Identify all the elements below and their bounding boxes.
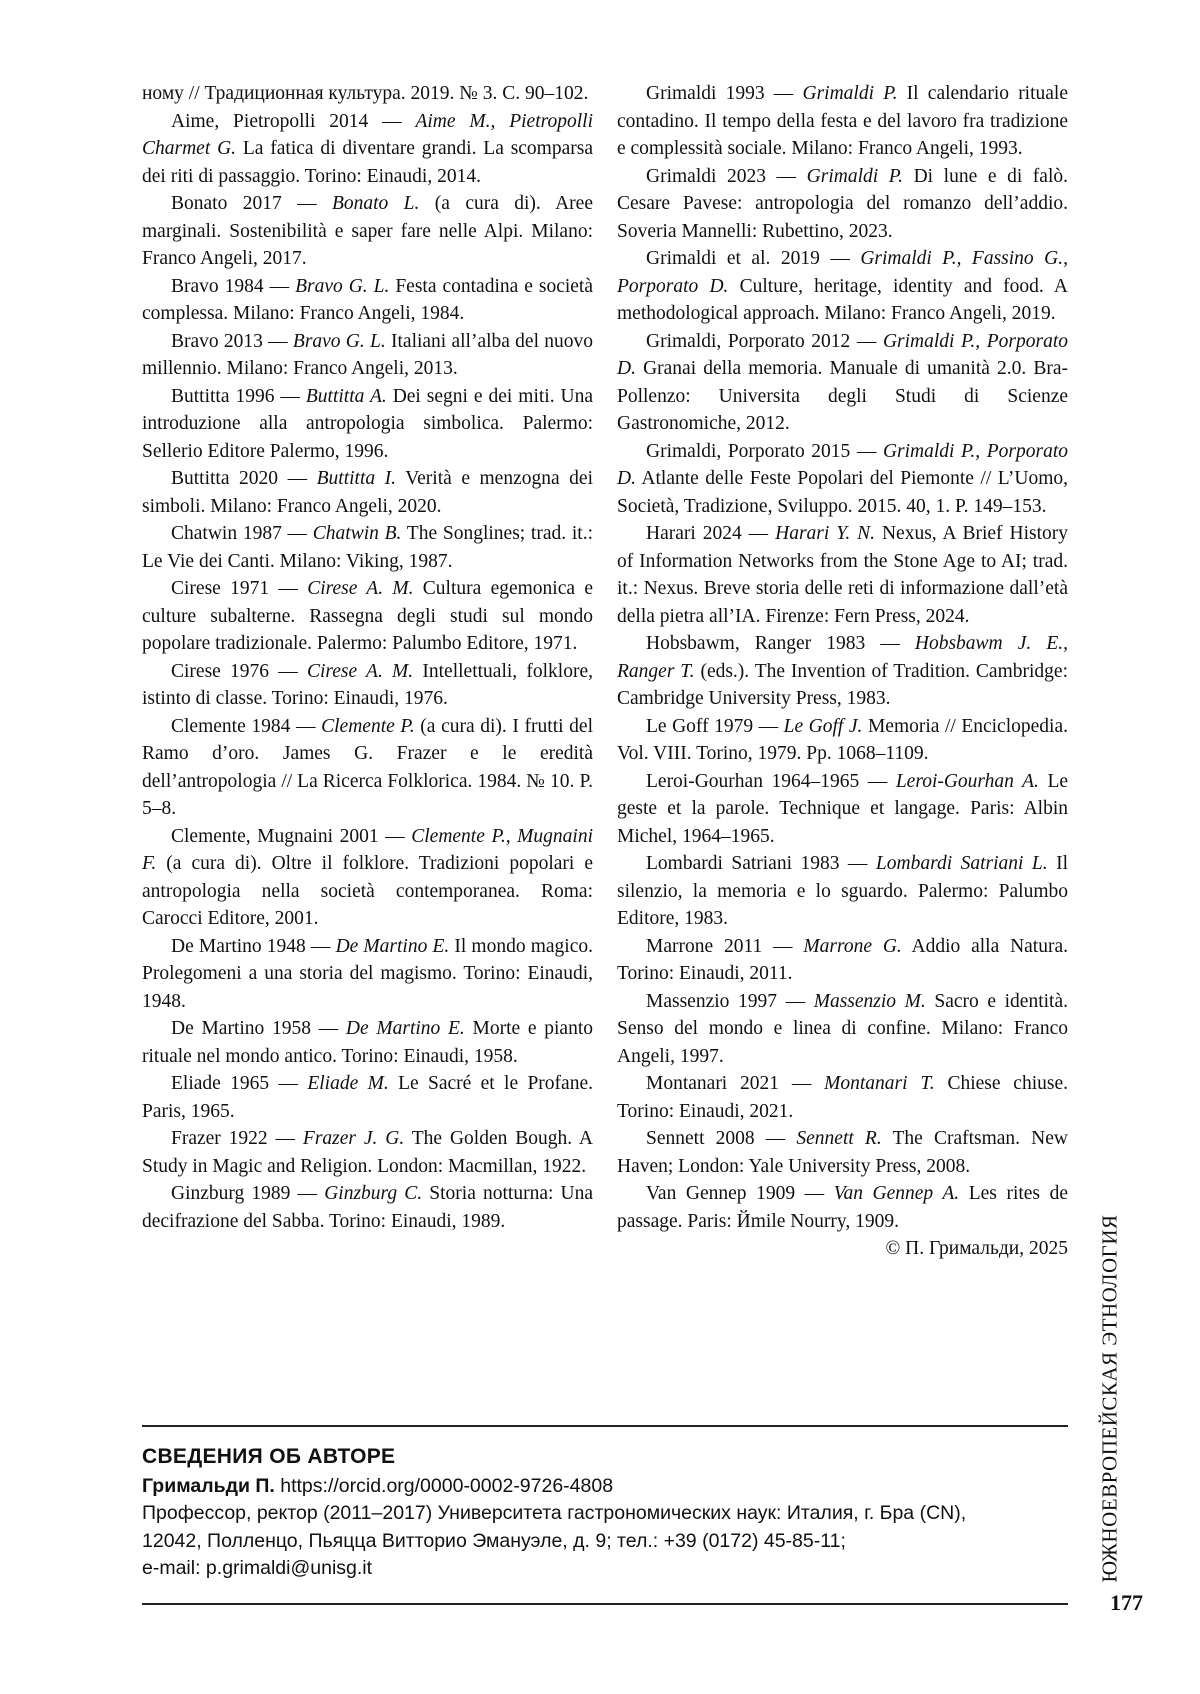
reference-details: Il silenzio, la memoria e lo sguardo. Palermo: Palumbo Editore, 1983. [617,853,1068,929]
reference-key: Marrone 2011 — [646,935,804,957]
reference-details: Intellettuali, folklore, istinto di classe. Torino: Einaudi, 1976. [142,660,593,709]
reference-details: The Craftsman. New Haven; London: Yale University Press, 2008. [617,1128,1069,1177]
author-position: Профессор, ректор (2011–2017) Университета гастрономических наук: Италия, г. Бра (CN), [142,1502,967,1524]
reference-key: Le Goff 1979 — [646,715,784,737]
reference-entry [617,713,1068,768]
reference-key: Hobsbawm, Ranger 1983 — [646,633,915,654]
reference-details: Nexus, A Brief History of Information Networks from the Stone Age to AI; trad. it.: Nexus. Breve storia delle reti di informazione dall’età della pietra all’IA. Firenze: Fern Press, 2024. [617,523,1068,627]
reference-entry [142,108,593,191]
reference-details: Les rites de passage. Paris: Йmile Nourry, 1909. [617,1183,1068,1232]
reference-key: Bravo 2013 — [171,330,293,352]
reference-key: Harari 2024 — [646,523,776,544]
reference-entry [142,190,593,273]
reference-details: Chiese chiuse. Torino: Einaudi, 2021. [617,1073,1069,1122]
reference-details: Il calendario rituale contadino. Il tempo della festa e del lavoro fra tradizione e complessità sociale. Milano: Franco Angeli, 1993. [617,83,1068,159]
reference-entry [617,80,1068,163]
page-number: 177 [1110,1590,1143,1615]
reference-key: Frazer 1922 — [171,1128,303,1149]
reference-key: Leroi-Gourhan 1964–1965 — [646,770,896,792]
reference-entry [617,163,1068,246]
reference-key: Bravo 1984 — [171,275,296,297]
reference-key: Sennett 2008 — [646,1128,797,1149]
reference-authors: Bravo G. L. [292,330,386,352]
reference-key: De Martino 1948 — [171,935,336,957]
reference-entry [617,520,1068,630]
reference-authors: Grimaldi P. [802,83,898,104]
reference-entry [142,575,593,658]
reference-details: Verità e menzogna dei simboli. Milano: Franco Angeli, 2020. [142,468,593,517]
reference-authors: Le Goff J. [783,715,863,737]
reference-details: ному // Традиционная культура. 2019. № 3. С. 90–102. [142,83,589,104]
author-name-line [142,1473,1068,1501]
reference-authors: Sennett R. [796,1128,882,1149]
reference-entry [617,1125,1068,1180]
reference-authors: Massenzio M. [813,990,926,1012]
reference-key: Bonato 2017 — [171,193,332,214]
references-left-column [142,80,593,1263]
reference-entry [142,465,593,520]
reference-entry [142,713,593,823]
reference-entry [617,245,1068,328]
reference-details: Cultura egemonica e culture subalterne. Rassegna degli studi sul mondo popolare tradizionale. Palermo: Palumbo Editore, 1971. [142,578,593,654]
top-divider [142,1425,1068,1427]
reference-entry [617,1180,1068,1235]
reference-key: Grimaldi et al. 2019 — [646,248,861,269]
reference-authors: Grimaldi P. [806,165,904,187]
reference-entry [142,823,593,933]
author-address: 12042, Полленцо, Пьяцца Витторио Эмануэле, д. 9; тел.: +39 (0172) 45-85-11; [142,1529,846,1552]
reference-authors: De Martino E. [345,1018,465,1039]
reference-details: Dei segni e dei miti. Una introduzione alla antropologia simbolica. Palermo: Sellerio Editore Palermo, 1996. [142,385,594,462]
reference-key: Clemente 1984 — [171,715,322,737]
reference-details: Addio alla Natura. Torino: Einaudi, 2011. [617,935,1069,984]
reference-authors: Buttitta I. [316,468,397,489]
reference-authors: De Martino E. [335,935,450,957]
reference-details: Sacro e identità. Senso del mondo e linea di confine. Milano: Franco Angeli, 1997. [617,990,1068,1067]
reference-entry [142,1015,593,1070]
reference-details: La fatica di diventare grandi. La scomparsa dei riti di passaggio. Torino: Einaudi, 2014. [142,138,593,187]
reference-key: Cirese 1976 — [171,660,307,682]
reference-authors: Chatwin B. [312,523,402,544]
reference-details: (a cura di). Oltre il folklore. Tradizioni popolari e antropologia nella società contemporanea. Roma: Carocci Editore, 2001. [142,853,593,929]
reference-entry [142,658,593,713]
reference-entry [142,328,593,383]
reference-authors: Clemente P., Mugnaini F. [142,825,593,874]
reference-entry [617,328,1068,438]
copyright-notice: © П. Гримальди, 2025 [885,1238,1068,1259]
reference-authors: Leroi-Gourhan A. [895,770,1039,792]
reference-authors: Marrone G. [803,935,902,957]
reference-key: Clemente, Mugnaini 2001 — [171,825,412,847]
journal-title: ЮЖНОЕВРОПЕЙСКАЯ ЭТНОЛОГИЯ [1097,1214,1122,1582]
reference-authors: Ginzburg C. [324,1183,423,1204]
reference-details: Storia notturna: Una decifrazione del Sabba. Torino: Einaudi, 1989. [142,1183,594,1232]
reference-entry [142,1125,593,1180]
reference-authors: Aime M., Pietropolli Charmet G. [142,110,593,159]
reference-entry [617,768,1068,851]
reference-authors: Grimaldi P., Porporato D. [617,440,1068,489]
reference-details: (eds.). The Invention of Tradition. Cambridge: Cambridge University Press, 1983. [617,660,1068,709]
reference-key: Grimaldi, Porporato 2012 — [646,330,883,352]
references-right-column [617,80,1068,1263]
reference-authors: Bravo G. L. [295,275,390,297]
reference-authors: Lombardi Satriani L. [875,853,1048,874]
reference-entry [617,933,1068,988]
reference-details: The Songlines; trad. it.: Le Vie dei Canti. Milano: Viking, 1987. [142,523,593,572]
reference-key: Grimaldi 2023 — [646,165,807,187]
reference-key: Lombardi Satriani 1983 — [646,853,876,874]
author-name: Гримальди П. [142,1474,275,1497]
journal-title-sidebar [1095,1188,1125,1608]
reference-details: Di lune e di falò. Cesare Pavese: antropologia del romanzo dell’addio. Soveria Mannelli: Rubettino, 2023. [617,165,1069,242]
reference-details: Granai della memoria. Manuale di umanità 2.0. Bra-Pollenzo: Universita degli Studi di Scienze Gastronomiche, 2012. [617,358,1068,434]
author-orcid-link[interactable]: https://orcid.org/0000-0002-9726-4808 [274,1474,614,1497]
reference-key: Van Gennep 1909 — [646,1183,834,1204]
author-info-block [142,1443,1068,1583]
reference-entry [142,383,593,466]
reference-authors: Hobsbawm J. E., Ranger T. [617,633,1069,682]
reference-entry [142,273,593,328]
reference-authors: Buttitta A. [305,385,387,407]
reference-details: Atlante delle Feste Popolari del Piemonte // L’Uomo, Società, Tradizione, Sviluppo. 2015. 40, 1. P. 149–153. [617,468,1068,517]
reference-details: Culture, heritage, identity and food. A methodological approach. Milano: Franco Angeli, 2019. [617,275,1069,324]
reference-details: Le geste et la parole. Technique et langage. Paris: Albin Michel, 1964–1965. [617,770,1069,847]
reference-entry [617,630,1068,713]
reference-details: Memoria // Enciclopedia. Vol. VIII. Torino, 1979. Pp. 1068–1109. [617,715,1068,764]
reference-entry [142,1070,593,1125]
reference-authors: Clemente P. [321,715,415,737]
reference-key: Montanari 2021 — [646,1073,825,1094]
reference-authors: Bonato L. [331,193,420,214]
bottom-divider [142,1603,1068,1605]
author-info-heading: СВЕДЕНИЯ ОБ АВТОРЕ [142,1445,396,1468]
author-email[interactable]: e-mail: p.grimaldi@unisg.it [142,1557,373,1579]
reference-key: Aime, Pietropolli 2014 — [171,110,416,132]
reference-details: Italiani all’alba del nuovo millennio. Milano: Franco Angeli, 2013. [142,330,594,379]
reference-authors: Grimaldi P., Porporato D. [617,330,1068,379]
reference-key: Chatwin 1987 — [171,523,313,544]
reference-authors: Eliade M. [307,1073,389,1094]
reference-details: Le Sacré et le Profane. Paris, 1965. [142,1073,593,1122]
references-section [142,80,1068,1263]
reference-key: De Martino 1958 — [171,1018,346,1039]
reference-authors: Harari Y. N. [775,523,876,544]
reference-details: Festa contadina e società complessa. Milano: Franco Angeli, 1984. [142,275,593,324]
reference-entry [142,1180,593,1235]
reference-authors: Montanari T. [824,1073,935,1094]
reference-key: Buttitta 1996 — [171,385,306,407]
reference-key: Eliade 1965 — [171,1073,308,1094]
reference-details: The Golden Bough. A Study in Magic and Religion. London: Macmillan, 1922. [142,1128,593,1177]
reference-entry [142,80,593,108]
reference-key: Grimaldi, Porporato 2015 — [646,440,883,462]
reference-key: Massenzio 1997 — [646,990,814,1012]
reference-authors: Grimaldi P., Fassino G., Porporato D. [617,248,1068,297]
reference-authors: Cirese A. M. [306,660,414,682]
reference-key: Cirese 1971 — [171,578,308,599]
reference-details: (a cura di). Aree marginali. Sostenibilità e saper fare nelle Alpi. Milano: Franco Angeli, 2017. [142,193,593,269]
reference-key: Grimaldi 1993 — [646,83,803,104]
reference-details: Il mondo magico. Prolegomeni a una storia del magismo. Torino: Einaudi, 1948. [142,935,593,1012]
reference-authors: Van Gennep A. [833,1183,960,1204]
reference-details: (a cura di). I frutti del Ramo d’oro. James G. Frazer e le eredità dell’antropologia // La Ricerca Folklorica. 1984. № 10. P. 5–8. [142,715,593,819]
reference-authors: Frazer J. G. [302,1128,405,1149]
reference-entry [617,1070,1068,1125]
reference-entry [142,933,593,1016]
reference-entry [142,520,593,575]
reference-details: Morte e pianto rituale nel mondo antico. Torino: Einaudi, 1958. [142,1018,593,1067]
reference-key: Ginzburg 1989 — [171,1183,325,1204]
reference-entry [617,988,1068,1071]
reference-key: Buttitta 2020 — [171,468,317,489]
reference-entry [617,850,1068,933]
reference-entry [617,438,1068,521]
reference-authors: Cirese A. M. [307,578,414,599]
